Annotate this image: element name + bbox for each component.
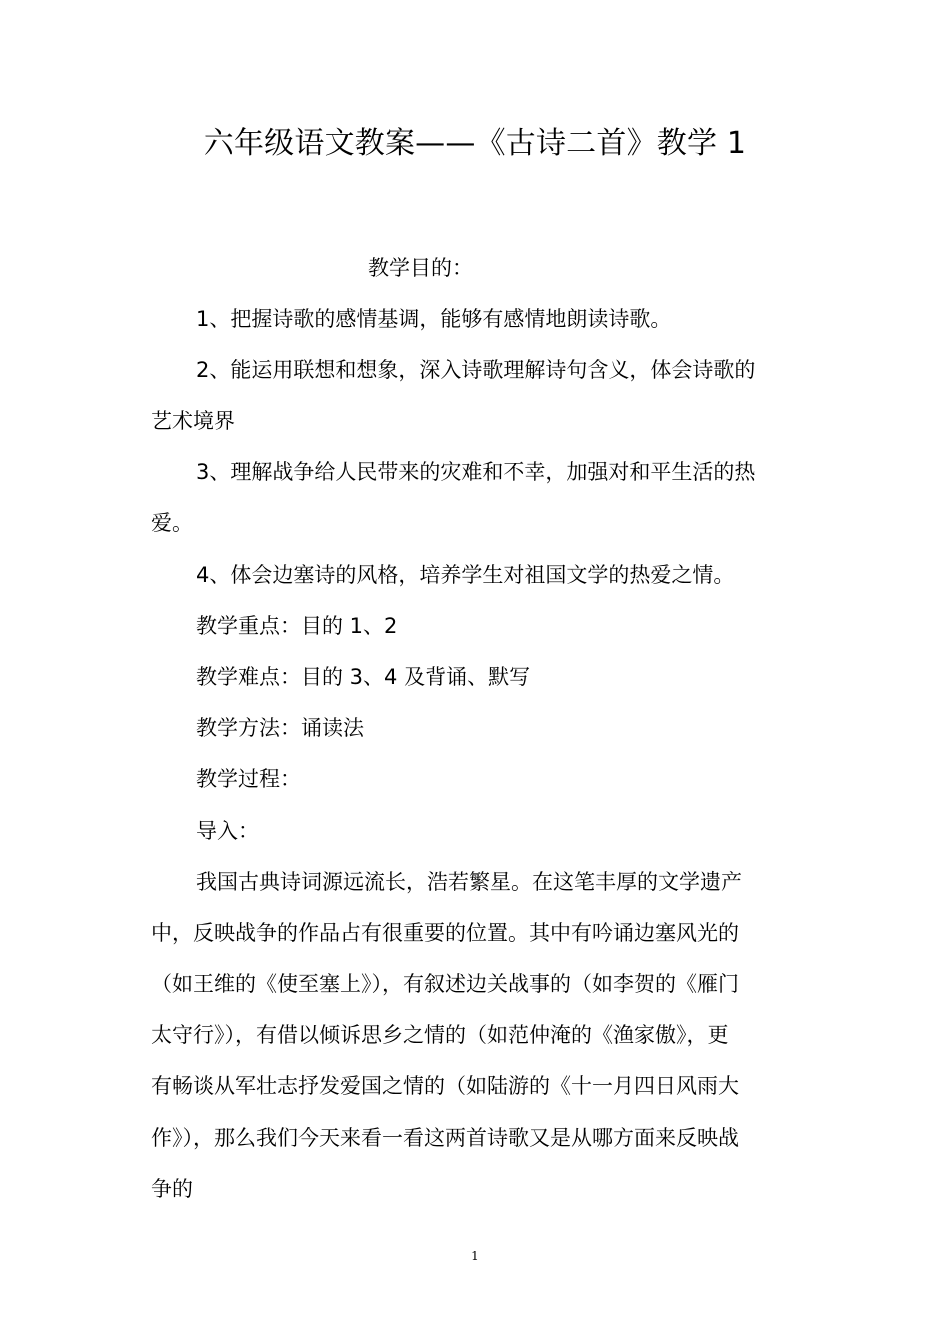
objective-item-2-line-1: 2、能运用联想和想象，深入诗歌理解诗句含义，体会诗歌的 — [196, 358, 756, 382]
objectives-heading: 教学目的： — [368, 256, 473, 280]
objective-item-3-line-1: 3、理解战争给人民带来的灾难和不幸，加强对和平生活的热 — [196, 460, 756, 484]
intro-paragraph-line-3: （如王维的《使至塞上》），有叙述边关战事的（如李贺的《雁门 — [151, 972, 739, 996]
teaching-process-heading: 教学过程： — [196, 767, 301, 791]
page-number: 1 — [471, 1249, 479, 1263]
intro-paragraph-line-6: 作》），那么我们今天来看一看这两首诗歌又是从哪方面来反映战 — [151, 1126, 739, 1150]
intro-paragraph-line-7: 争的 — [151, 1177, 193, 1201]
intro-paragraph-line-5: 有畅谈从军壮志抒发爱国之情的（如陆游的《十一月四日风雨大 — [151, 1074, 739, 1098]
objective-item-2-line-2: 艺术境界 — [151, 409, 235, 433]
intro-paragraph-line-4: 太守行》），有借以倾诉思乡之情的（如范仲淹的《渔家傲》，更 — [151, 1023, 729, 1047]
objective-item-3-line-2: 爱。 — [151, 511, 193, 535]
intro-paragraph-line-2: 中，反映战争的作品占有很重要的位置。其中有吟诵边塞风光的 — [151, 921, 739, 945]
intro-paragraph-line-1: 我国古典诗词源远流长，浩若繁星。在这笔丰厚的文学遗产 — [196, 870, 742, 894]
document-title: 六年级语文教案——《古诗二首》教学 1 — [203, 126, 747, 161]
key-points-line: 教学重点：目的 1、2 — [196, 614, 398, 638]
teaching-method-line: 教学方法：诵读法 — [196, 716, 364, 740]
intro-heading: 导入： — [196, 819, 259, 843]
objective-item-1: 1、把握诗歌的感情基调，能够有感情地朗读诗歌。 — [196, 307, 672, 331]
objective-item-4: 4、体会边塞诗的风格，培养学生对祖国文学的热爱之情。 — [196, 563, 735, 587]
difficulties-line: 教学难点：目的 3、4 及背诵、默写 — [196, 665, 531, 689]
